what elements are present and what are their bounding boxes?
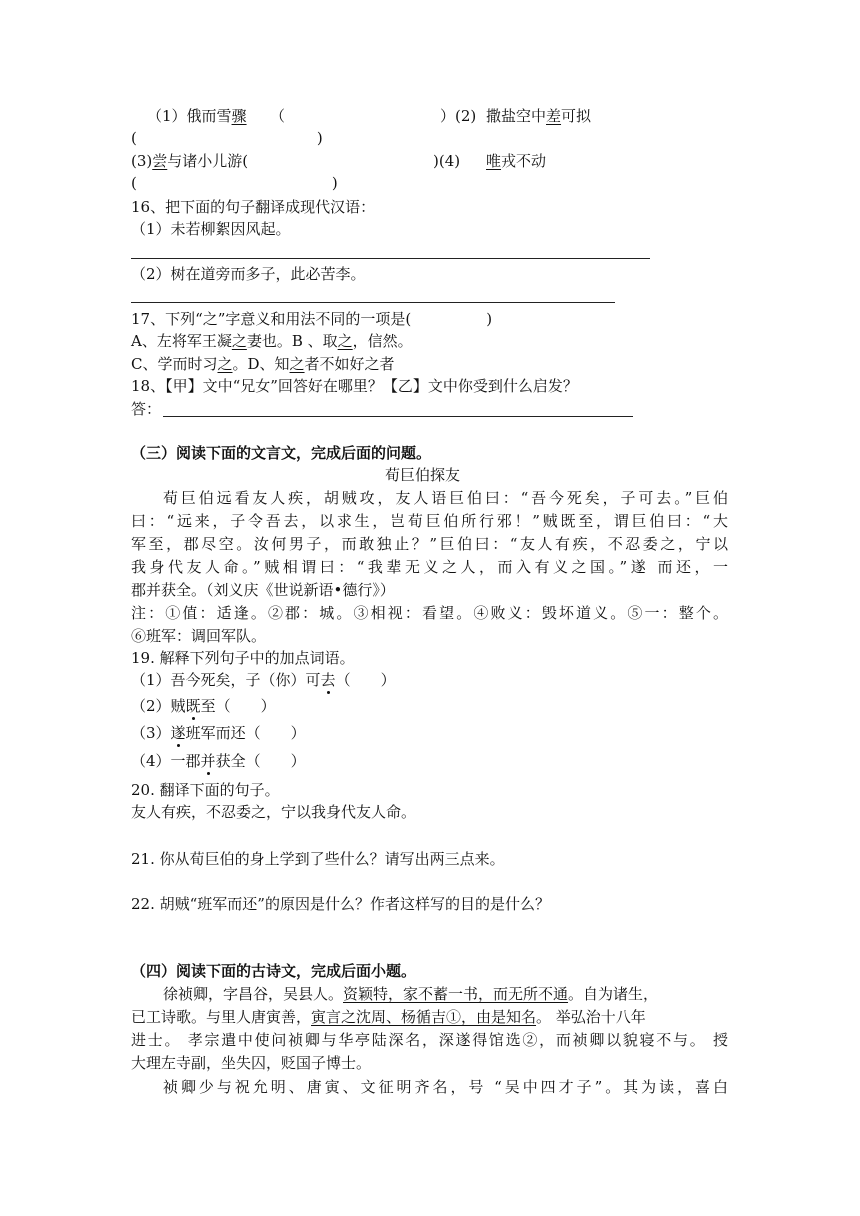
section4-text: 。自为诸生，: [568, 985, 659, 1003]
q19-item1-text: （1）吾今死矣，子（你）可: [131, 671, 321, 689]
q15-line4: ( ): [131, 174, 338, 192]
q19-item3-pre: （3）: [131, 724, 171, 742]
section4-underlined-text: 寅言之沈周、杨循吉①，由是知名: [311, 1008, 537, 1026]
q19-item1-blank: （ ）: [335, 671, 396, 689]
q15-item2-text: 撒盐空中: [486, 107, 547, 125]
q17-b-word: 之: [337, 332, 353, 350]
q16-sentence-1: （1）未若柳絮因风起。: [131, 220, 291, 238]
section4-text: 已工诗歌。与里人唐寅善，: [131, 1008, 312, 1026]
section4-para-line: [163, 984, 658, 1004]
answer-line[interactable]: [163, 416, 633, 417]
q19-item1: [131, 670, 396, 690]
q17-d-text: 。D、知: [232, 355, 290, 373]
q19-item4-word: 并: [200, 752, 216, 770]
q16-sentence-2: （2）树在道旁而多子，此必苦李。: [131, 265, 366, 283]
q19-item4-text: （4）一郡: [131, 752, 201, 770]
q15-item3-word: 尝: [152, 152, 168, 170]
section3-para-line: 军至，郡尽空。汝何男子，而敢独止？”巨伯曰：“友人有疾，不忍委之，宁以: [131, 535, 728, 553]
q15-item3-close: )(4): [433, 152, 461, 170]
q15-line2: ( ): [131, 129, 323, 147]
section3-heading: （三）阅读下面的文言文，完成后面的问题。: [131, 444, 432, 462]
q17-d-post: 者不如好之者: [304, 355, 395, 373]
q22-title: 22. 胡贼“班军而还”的原因是什么？作者这样写的目的是什么？: [131, 895, 550, 913]
q17-c-word: 之: [217, 355, 233, 373]
q19-item3-text: 班军而还（ ）: [185, 724, 306, 742]
section3-note: 注：①值：适逢。②郡：城。③相视：看望。④败义：毁坏道义。⑤一：整个。: [131, 604, 728, 622]
q15-item3: [131, 151, 248, 171]
q15-item4: [486, 151, 546, 171]
section3-para-line: 荀巨伯远看友人疾，胡贼攻，友人语巨伯曰：“吾今死矣，子可去。”巨伯: [163, 489, 728, 507]
section3-para-line: 郡并获全。（刘义庆《世说新语•德行》）: [131, 581, 395, 599]
section3-title: 荀巨伯探友: [385, 466, 461, 484]
q15-item4-text: 戎不动: [501, 152, 547, 170]
q15-item1-close: ）(2): [440, 107, 477, 125]
q16-title: 16、把下面的句子翻译成现代汉语：: [131, 198, 376, 216]
q19-item4: [131, 751, 306, 771]
q20-title: 20. 翻译下面的句子。: [131, 781, 280, 799]
section3-para-line: 我身代友人命。”贼相谓曰：“我辈无义之人，而入有义之国。”遂 而还，一: [131, 558, 728, 576]
q20-sentence: 友人有疾，不忍委之，宁以我身代友人命。: [131, 803, 417, 821]
q15-item2-post: 可拟: [561, 107, 592, 125]
answer-line[interactable]: [131, 302, 615, 303]
q15-item2-word: 差: [546, 107, 562, 125]
q17-b-post: ，信然。: [352, 332, 413, 350]
section4-para-line: 进士。 孝宗遣中使问祯卿与华亭陆深名，深遂得馆选②，而祯卿以貌寝不与。 授: [131, 1031, 728, 1049]
q18-title: 18、【甲】文中“兄女”回答好在哪里？【乙】文中你受到什么启发？: [131, 377, 578, 395]
q15-item1: [147, 106, 247, 126]
q19-item2-text: （2）贼: [131, 697, 186, 715]
section4-text: 。 举弘治十八年: [536, 1008, 646, 1026]
q19-item4-blank: 获全（ ）: [215, 752, 306, 770]
q19-item3-word: 遂: [170, 724, 186, 742]
section3-para-line: 曰：“远来，子令吾去，以求生，岂荀巨伯所行邪！”贼既至，谓巨伯曰：“大: [131, 512, 728, 530]
q15-item4-word: 唯: [486, 152, 502, 170]
q15-item3-pre: (3): [131, 152, 153, 170]
q17-b-text: 妻也。B 、取: [246, 332, 338, 350]
q19-title: 19. 解释下列句子中的加点词语。: [131, 649, 355, 667]
q18-answer-label: 答：: [131, 400, 162, 418]
q17-a-text: A、左将军王凝: [131, 332, 232, 350]
q19-item2-word: 既: [185, 697, 201, 715]
q21-title: 21. 你从荀巨伯的身上学到了些什么？请写出两三点来。: [131, 850, 505, 868]
section4-para-line: 大理左寺副，坐失囚，贬国子博士。: [131, 1054, 372, 1072]
q15-item3-text: 与诸小儿游(: [167, 152, 249, 170]
q17-a-word: 之: [231, 332, 247, 350]
q15-item1-text: （1）俄而雪: [147, 107, 232, 125]
q15-item1-paren: （: [270, 107, 286, 125]
q15-item2: [486, 106, 591, 126]
q17-d-word: 之: [289, 355, 305, 373]
q19-item2: [131, 696, 276, 716]
section4-para-line: 祯卿少与祝允明、唐寅、文征明齐名，号 “吴中四才子”。其为读，喜白: [163, 1078, 728, 1096]
answer-line[interactable]: [131, 258, 650, 259]
q17-options-ab: [131, 331, 413, 351]
q17-options-cd: [131, 354, 395, 374]
section4-para-line: [131, 1007, 646, 1027]
q19-item3: [131, 723, 306, 743]
section4-text: 徐祯卿，字昌谷，吴县人。: [163, 985, 344, 1003]
q15-item1-word: 骤: [231, 107, 247, 125]
q17-c-text: C、学而时习: [131, 355, 218, 373]
q19-item1-word: 去: [320, 671, 336, 689]
section3-note: ⑥班军：调回军队。: [131, 627, 267, 645]
q19-item2-blank: 至（ ）: [200, 697, 276, 715]
section4-heading: （四）阅读下面的古诗文，完成后面小题。: [131, 962, 417, 980]
q17-title: 17、下列“之”字意义和用法不同的一项是( ): [131, 310, 493, 328]
section4-underlined-text: 资颖特，家不蓄一书，而无所不通: [343, 985, 569, 1003]
